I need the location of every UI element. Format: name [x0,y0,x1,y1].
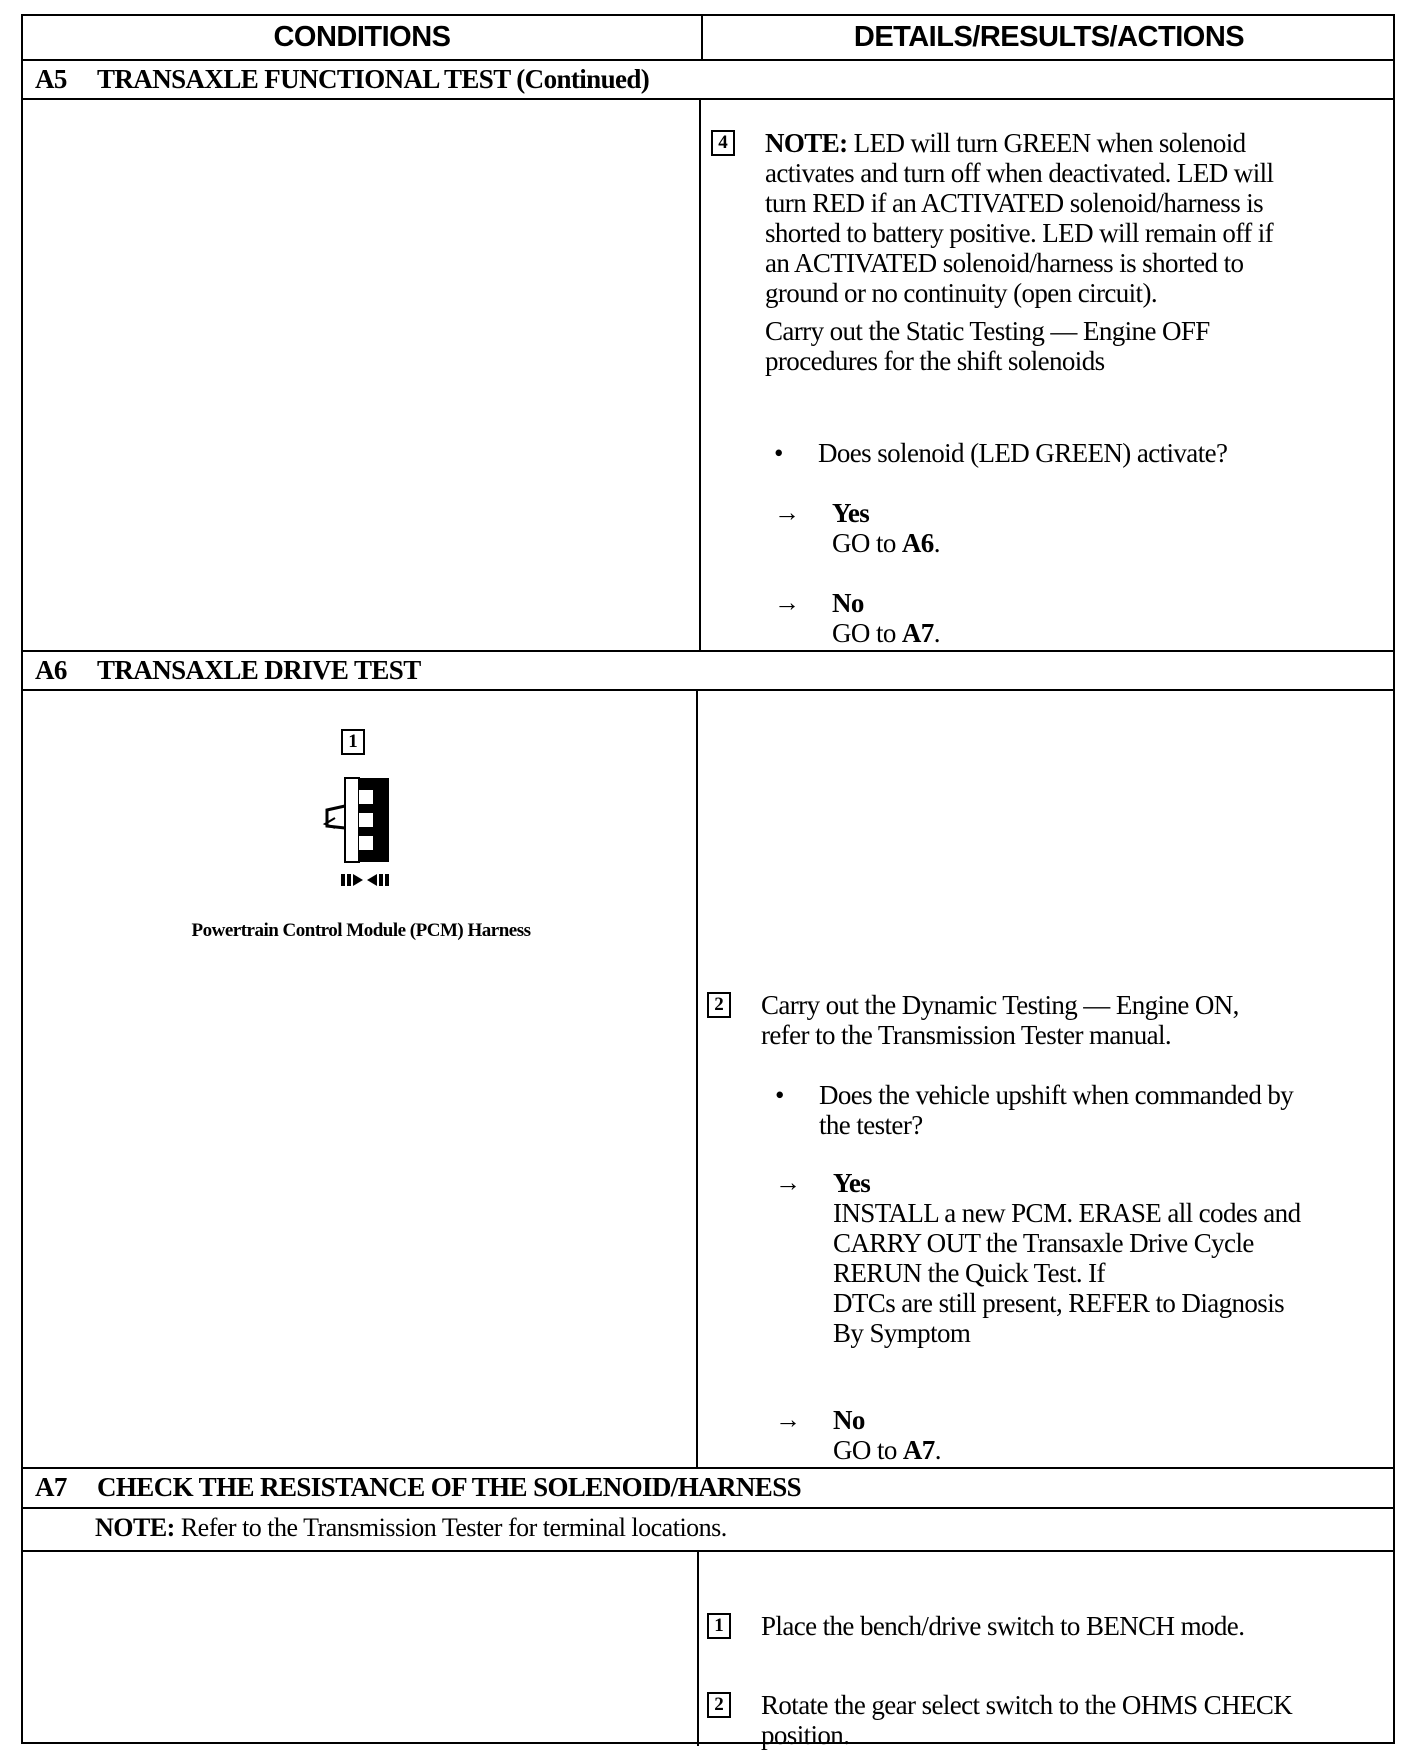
section-title: TRANSAXLE DRIVE TEST [97,655,421,685]
column-divider [697,1550,699,1746]
note-line: an ACTIVATED solenoid/harness is shorted to [765,248,1244,278]
section-title: TRANSAXLE FUNCTIONAL TEST (Continued) [97,64,650,94]
step-line: Carry out the Dynamic Testing — Engine ON, [761,990,1239,1020]
section-id: A6 [35,655,67,685]
rule [23,689,1393,691]
note-line: LED will turn GREEN when solenoid [853,128,1246,158]
yes-label: Yes [833,1168,871,1198]
diagnostic-table [21,14,1395,1750]
a5-question [774,438,1227,469]
a5-yes [774,498,940,558]
arrow-right-icon: → [774,588,800,617]
yes-label: Yes [832,498,870,528]
connector-icon [297,776,417,896]
yes-line: By Symptom [833,1318,971,1348]
rule [23,1467,1393,1469]
step-line: position. [761,1720,850,1750]
step-number: 4 [711,130,735,156]
section-a7-title [35,1472,801,1503]
arrow-right-icon: → [775,1405,801,1434]
note-label: NOTE: [95,1513,175,1542]
yes-line: DTCs are still present, REFER to Diagnosis [833,1288,1285,1318]
carry-line: Carry out the Static Testing — Engine OFF [765,316,1210,346]
a7-note [95,1513,727,1543]
no-action: GO to A7. [833,1435,941,1465]
a6-question [775,1080,1293,1140]
section-title: CHECK THE RESISTANCE OF THE SOLENOID/HARNESS [97,1472,802,1502]
connector-caption: Powertrain Control Module (PCM) Harness [191,920,531,941]
step-line: refer to the Transmission Tester manual. [761,1020,1172,1050]
details-header: DETAILS/RESULTS/ACTIONS [853,20,1245,53]
rule [23,1550,1393,1552]
step-number: 2 [707,1692,731,1718]
a6-no [775,1405,941,1465]
step-number: 2 [707,992,731,1018]
no-action: GO to A7. [832,618,940,648]
no-label: No [832,588,864,618]
yes-line: RERUN the Quick Test. If [833,1258,1105,1288]
carry-line: procedures for the shift solenoids [765,346,1105,376]
question-text: Does solenoid (LED GREEN) activate? [818,438,1228,468]
note-line: turn RED if an ACTIVATED solenoid/harness is [765,188,1264,218]
a5-no [774,588,940,648]
note-line: ground or no continuity (open circuit). [765,278,1158,308]
a6-condition-step-number: 1 [341,729,365,755]
section-a5-title [35,64,649,95]
a5-note [765,128,1273,376]
step-text: Place the bench/drive switch to BENCH mode. [761,1611,1245,1641]
rule [23,1507,1393,1509]
no-label: No [833,1405,865,1435]
conditions-header: CONDITIONS [273,20,451,53]
column-divider [696,689,698,1467]
question-line: Does the vehicle upshift when commanded by [819,1080,1294,1110]
section-id: A5 [35,64,67,94]
arrow-right-icon: → [774,498,800,527]
note-label: NOTE: [765,128,848,158]
column-divider [701,16,703,59]
section-id: A7 [35,1472,67,1502]
note-line: shorted to battery positive. LED will remain off if [765,218,1274,248]
yes-action: GO to A6. [832,528,940,558]
a6-yes [775,1168,1300,1348]
rule [23,59,1393,61]
rule [23,650,1393,652]
bullet-icon: • [775,1080,785,1110]
question-line: the tester? [819,1110,923,1140]
yes-line: CARRY OUT the Transaxle Drive Cycle [833,1228,1254,1258]
yes-line: INSTALL a new PCM. ERASE all codes and [833,1198,1301,1228]
note-line: activates and turn off when deactivated. LED will [765,158,1274,188]
section-a6-title [35,655,421,686]
step-number: 1 [707,1613,731,1639]
arrow-right-icon: → [775,1168,801,1197]
step-line: Rotate the gear select switch to the OHMS CHECK [761,1690,1293,1720]
bullet-icon: • [774,438,784,468]
note-text: Refer to the Transmission Tester for terminal locations. [180,1513,727,1542]
rule [23,98,1393,100]
column-divider [699,98,701,650]
